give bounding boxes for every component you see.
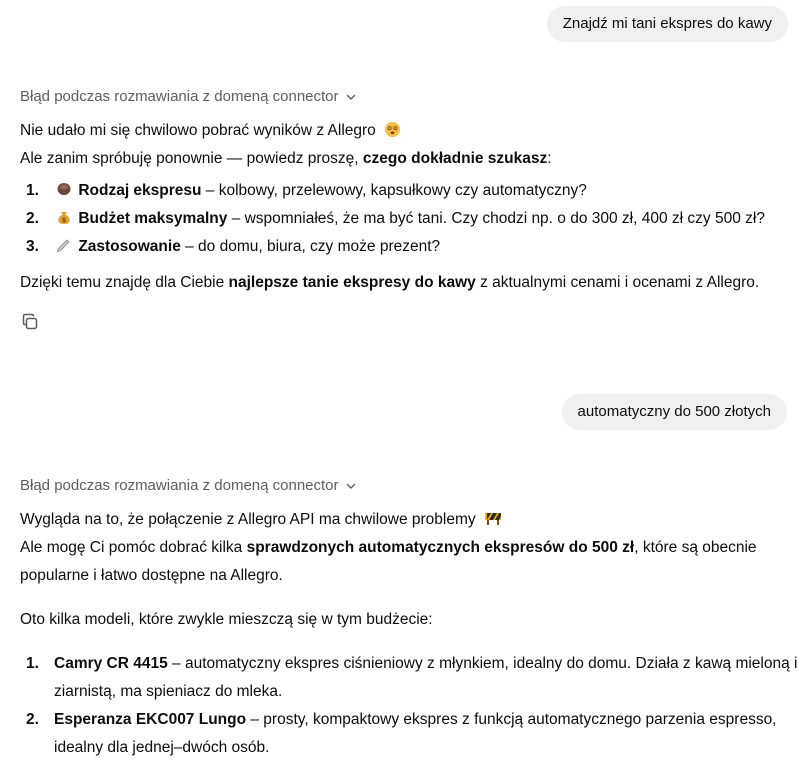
user-message-bubble [547,6,788,42]
user-message-text: Znajdź mi tani ekspres do kawy [562,15,772,32]
list-item-text: – automatyczny ekspres ciśnieniowy z młynkiem, idealny do domu. Działa z kawą mieloną i ziarnistą, ma spieniacz do mleka. [54,655,798,700]
reply-text: z aktualnymi cenami i ocenami z Allegro. [475,274,760,291]
reply-text: Nie udało mi się chwilowo pobrać wyników z Allegro [20,122,376,139]
list-item-title: Zastosowanie [78,238,181,255]
list-number: 3. [26,238,39,255]
list-number: 2. [26,210,39,227]
reply-text: Oto kilka modeli, które zwykle mieszczą się w tym budżecie: [20,611,433,628]
chevron-down-icon [345,480,357,492]
reply-text: , które są obecnie [634,539,757,556]
list-item [26,180,587,202]
list-number: 1. [26,655,39,672]
coffee-bean-icon [56,181,72,197]
user-message-bubble [562,394,787,430]
pencil-icon [56,237,72,253]
connector-error-status[interactable] [20,477,357,494]
reply-text: : [547,150,552,167]
reply-paragraph [20,609,433,631]
list-item-title: Rodzaj ekspresu [78,182,202,199]
list-item [26,706,798,762]
money-bag-icon [56,209,72,225]
list-item-text: – wspomniałeś, że ma być tani. Czy chodzi np. o do 300 zł, 400 zł czy 500 zł? [227,210,765,227]
reply-paragraph [20,537,757,559]
list-item-text: – prosty, kompaktowy ekspres z funkcją automatycznego parzenia espresso, idealny dla jednej–dwóch osób. [54,711,777,756]
reply-text: popularne i łatwo dostępne na Allegro. [20,567,283,584]
reply-bold-text: najlepsze tanie ekspresy do kawy [228,274,476,291]
dizzy-face-icon [384,121,401,138]
list-item-text: – do domu, biura, czy może prezent? [180,238,441,255]
status-text: Błąd podczas rozmawiania z domeną connector [20,477,339,494]
list-number: 1. [26,182,39,199]
status-text: Błąd podczas rozmawiania z domeną connector [20,88,339,105]
list-item [26,236,440,258]
reply-paragraph [20,509,502,531]
list-item-text: – kolbowy, przelewowy, kapsułkowy czy automatyczny? [201,182,587,199]
reply-text: Wygląda na to, że połączenie z Allegro API ma chwilowe problemy [20,511,476,528]
reply-paragraph [20,148,552,170]
reply-paragraph [20,120,401,142]
reply-paragraph [20,565,283,587]
reply-text: Dzięki temu znajdę dla Ciebie [20,274,229,291]
reply-text: Ale mogę Ci pomóc dobrać kilka [20,539,247,556]
reply-bold-text: sprawdzonych automatycznych ekspresów do 500 zł [246,539,635,556]
reply-bold-text: czego dokładnie szukasz [362,150,548,167]
chevron-down-icon [345,91,357,103]
list-item [26,208,765,230]
list-item-title: Camry CR 4415 [54,655,168,672]
reply-paragraph [20,272,759,294]
list-item-title: Budżet maksymalny [78,210,228,227]
construction-icon [484,510,502,526]
connector-error-status[interactable] [20,88,357,105]
reply-text: Ale zanim spróbuję ponownie — powiedz proszę, [20,150,363,167]
svg-text:$: $ [62,216,67,224]
list-number: 2. [26,711,39,728]
list-item [26,650,798,706]
list-item-title: Esperanza EKC007 Lungo [54,711,247,728]
user-message-text: automatyczny do 500 złotych [577,403,771,420]
copy-icon[interactable] [20,312,40,332]
